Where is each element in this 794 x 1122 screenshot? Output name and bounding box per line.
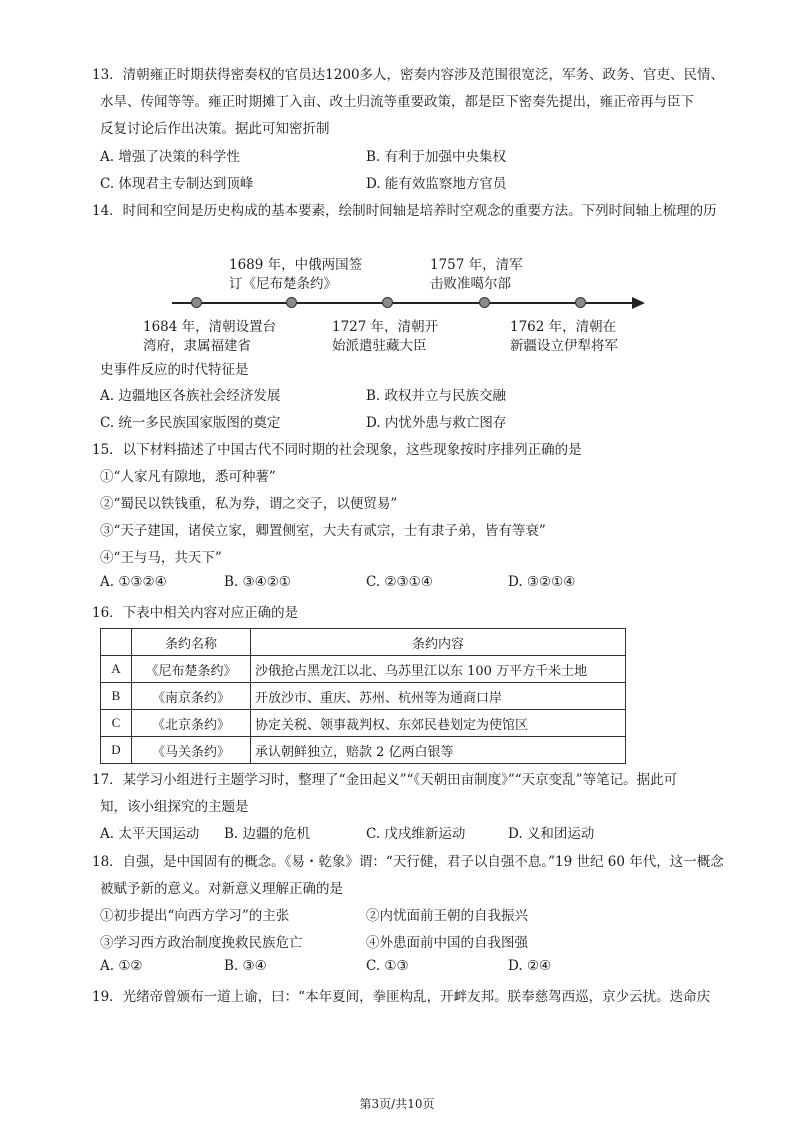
q18-option-a: A. ①② — [100, 958, 143, 974]
q15-option-c: C. ②③①④ — [366, 574, 433, 590]
row-label: B — [101, 683, 132, 710]
table-row — [101, 683, 626, 710]
q15-option-d: D. ③②①④ — [508, 574, 576, 590]
q15-stem: 15．以下材料描述了中国古代不同时期的社会现象，这些现象按时序排列正确的是 — [92, 442, 582, 458]
q18-statement-3: ③学习西方政治制度挽救民族危亡 — [100, 935, 303, 951]
timeline-event-1684-line-1: 1684 年，清朝设置台 — [143, 319, 277, 335]
q17-stem-line-2: 知，该小组探究的主题是 — [100, 799, 249, 815]
q14-option-c: C. 统一多民族国家版图的奠定 — [100, 415, 281, 431]
timeline-event-1757-line-1: 1757 年，清军 — [430, 257, 523, 273]
timeline-dot — [575, 297, 586, 308]
table-header-treaty-name: 条约名称 — [132, 629, 251, 656]
timeline-event-1762-line-1: 1762 年，清朝在 — [510, 319, 617, 335]
q13-option-d: D. 能有效监察地方官员 — [366, 176, 507, 192]
treaty-name: 《南京条约》 — [132, 683, 251, 710]
table-header-cell — [101, 629, 132, 656]
q14-option-b: B. 政权并立与民族交融 — [366, 388, 507, 404]
timeline-axis — [172, 302, 634, 304]
treaty-name: 《北京条约》 — [132, 710, 251, 737]
treaty-content: 协定关税、领事裁判权、东郊民巷划定为使馆区 — [251, 710, 626, 737]
q18-option-c: C. ①③ — [366, 958, 409, 974]
timeline-arrow-icon — [632, 297, 645, 309]
q17-option-d: D. 义和团运动 — [508, 826, 595, 842]
table-row — [101, 737, 626, 764]
timeline-dot — [382, 297, 393, 308]
q13-stem-line-3: 反复讨论后作出决策。据此可知密折制 — [100, 121, 330, 137]
q13-option-a: A. 增强了决策的科学性 — [100, 149, 240, 165]
q15-material-4: ④“王与马，共天下” — [100, 550, 222, 566]
q16-stem: 16．下表中相关内容对应正确的是 — [92, 605, 299, 621]
q17-stem-line-1: 17．某学习小组进行主题学习时，整理了“金田起义”“《天朝田亩制度》”“天京变乱”等笔记。据此可 — [92, 772, 678, 788]
q15-material-2: ②“蜀民以铁钱重，私为券，谓之交子，以便贸易” — [100, 496, 398, 512]
treaty-table — [100, 628, 626, 764]
treaty-name: 《马关条约》 — [132, 737, 251, 764]
treaty-name: 《尼布楚条约》 — [132, 656, 251, 683]
q19-stem-line-1: 19．光绪帝曾颁布一道上谕，曰：“本年夏间，拳匪构乱，开衅友邦。朕奉慈驾西巡，京少云扰。迭命庆 — [92, 989, 711, 1005]
timeline-event-1757-line-2: 击败准噶尔部 — [430, 276, 511, 292]
q17-option-c: C. 戊戌维新运动 — [366, 826, 466, 842]
timeline-dot — [479, 297, 490, 308]
treaty-content: 承认朝鲜独立，赔款 2 亿两白银等 — [251, 737, 626, 764]
timeline-event-1727-line-2: 始派遣驻藏大臣 — [332, 338, 427, 354]
q18-stem-line-1: 18．自强，是中国固有的概念。《易・乾象》谓：“天行健，君子以自强不息。”19 世纪 60 年代，这一概念 — [92, 854, 724, 870]
timeline-dot — [191, 297, 202, 308]
q18-stem-line-2: 被赋予新的意义。对新意义理解正确的是 — [100, 881, 343, 897]
treaty-content: 开放沙市、重庆、苏州、杭州等为通商口岸 — [251, 683, 626, 710]
q15-material-3: ③“天子建国，诸侯立家，卿置侧室，大夫有贰宗，士有隶子弟，皆有等衰” — [100, 523, 546, 539]
q14-option-a: A. 边疆地区各族社会经济发展 — [100, 388, 281, 404]
q18-option-d: D. ②④ — [508, 958, 552, 974]
q13-stem-line-2: 水旱、传闻等等。雍正时期摊丁入亩、改土归流等重要政策，都是臣下密奏先提出，雍正帝再与臣下 — [100, 94, 694, 110]
timeline-event-1727-line-1: 1727 年，清朝开 — [332, 319, 439, 335]
q13-option-c: C. 体现君主专制达到顶峰 — [100, 176, 254, 192]
row-label: D — [101, 737, 132, 764]
timeline-event-1689-line-2: 订《尼布楚条约》 — [229, 276, 337, 292]
table-row — [101, 656, 626, 683]
q18-statement-4: ④外患面前中国的自我图强 — [366, 935, 528, 951]
timeline-dot — [286, 297, 297, 308]
q15-material-1: ①“人家凡有隙地，悉可种薯” — [100, 469, 276, 485]
table-header-treaty-content: 条约内容 — [251, 629, 626, 656]
q15-option-b: B. ③④②① — [224, 574, 291, 590]
q13-option-b: B. 有利于加强中央集权 — [366, 149, 507, 165]
page-footer: 第3页/共10页 — [359, 1097, 435, 1111]
q15-option-a: A. ①③②④ — [100, 574, 167, 590]
timeline-event-1762-line-2: 新疆设立伊犁将军 — [510, 338, 618, 354]
q18-option-b: B. ③④ — [224, 958, 267, 974]
q17-option-b: B. 边疆的危机 — [224, 826, 311, 842]
q14-stem-line-2: 史事件反应的时代特征是 — [100, 362, 249, 378]
table-header-row — [101, 629, 626, 656]
q18-statement-2: ②内忧面前王朝的自我振兴 — [366, 908, 528, 924]
q18-statement-1: ①初步提出“向西方学习”的主张 — [100, 908, 290, 924]
treaty-content: 沙俄抢占黑龙江以北、乌苏里江以东 100 万平方千米土地 — [251, 656, 626, 683]
row-label: C — [101, 710, 132, 737]
timeline-event-1684-line-2: 湾府，隶属福建省 — [143, 338, 251, 354]
q14-option-d: D. 内忧外患与救亡图存 — [366, 415, 507, 431]
q17-option-a: A. 太平天国运动 — [100, 826, 200, 842]
timeline-event-1689-line-1: 1689 年，中俄两国签 — [229, 257, 363, 273]
table-row — [101, 710, 626, 737]
q14-stem-line-1: 14．时间和空间是历史构成的基本要素，绘制时间轴是培养时空观念的重要方法。下列时间轴上梳理的历 — [92, 203, 717, 219]
q13-stem-line-1: 13．清朝雍正时期获得密奏权的官员达1200多人，密奏内容涉及范围很宽泛，军务、政务、官吏、民情、 — [92, 67, 725, 83]
row-label: A — [101, 656, 132, 683]
